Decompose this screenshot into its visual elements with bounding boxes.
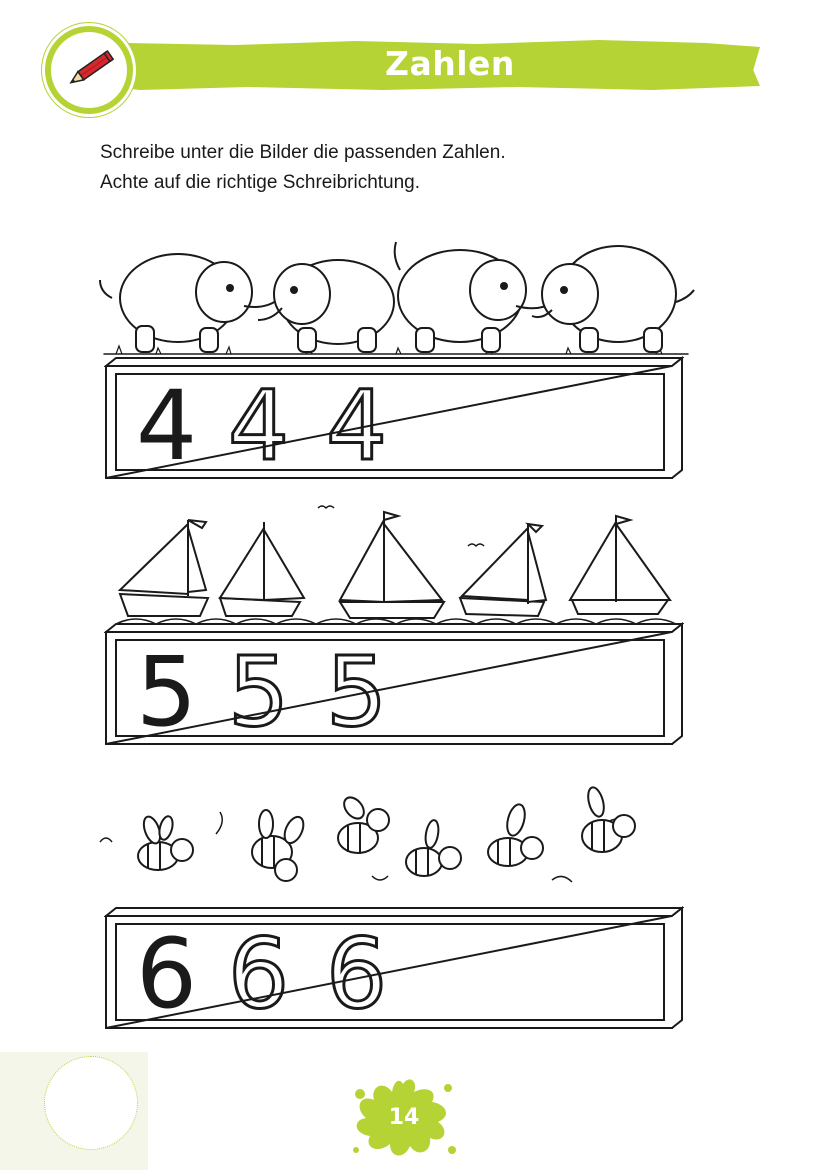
bee-icon (582, 786, 635, 852)
instructions (100, 138, 700, 198)
pencil-badge (42, 23, 136, 117)
elephant-icon (532, 246, 694, 352)
sailboat-icon (120, 520, 208, 616)
page-title: Zahlen schreiben (356, 44, 544, 135)
elephant-icon (258, 260, 394, 352)
bee-icon (338, 794, 389, 854)
sailboat-icon (460, 524, 546, 616)
sailboat-icon (570, 516, 670, 614)
bee-icon (252, 810, 307, 881)
trace-number[interactable]: 6 (326, 918, 388, 1030)
bee-icon (406, 819, 461, 876)
bee-group (96, 780, 696, 890)
elephant-group (96, 236, 696, 360)
instruction-line-1: Schreibe unter die Bilder die passenden Zahlen. (100, 142, 506, 163)
trace-number[interactable]: 4 (228, 370, 290, 482)
instruction-line-2: Achte auf die richtige Schreibrichtung. (100, 172, 421, 193)
page-number: 14 (388, 1105, 420, 1130)
bee-icon (488, 802, 543, 866)
trace-number[interactable]: 6 (228, 918, 290, 1030)
example-number: 4 (136, 370, 198, 482)
trace-number[interactable]: 4 (326, 370, 388, 482)
corner-circle (44, 1056, 138, 1150)
trace-number[interactable]: 5 (326, 636, 388, 748)
pencil-icon (63, 44, 115, 96)
sailboat-group (96, 498, 696, 634)
example-number: 6 (136, 918, 198, 1030)
elephant-icon (100, 254, 280, 352)
elephant-icon (395, 242, 556, 352)
example-number: 5 (136, 636, 198, 748)
sailboat-icon (220, 522, 304, 616)
trace-number[interactable]: 5 (228, 636, 290, 748)
bee-icon (138, 814, 193, 870)
sailboat-icon (340, 512, 444, 618)
